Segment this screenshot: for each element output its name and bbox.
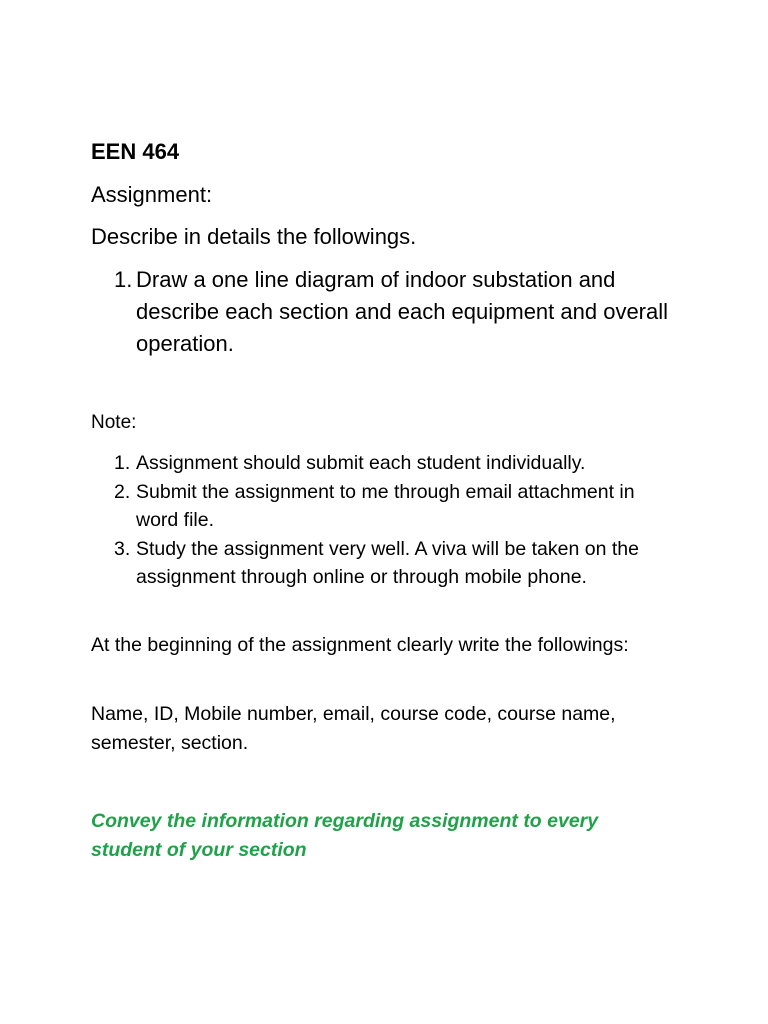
note-label: Note:	[91, 412, 137, 433]
task-text: Draw a one line diagram of indoor substation and describe each section and each equipment and overall operation.	[136, 267, 669, 356]
note-item	[91, 449, 681, 478]
task-item	[91, 264, 696, 360]
note-text: Study the assignment very well. A viva will be taken on the assignment through online or through mobile phone.	[136, 537, 639, 588]
note-number: 1.	[114, 452, 131, 474]
note-list	[91, 449, 681, 592]
note-number: 2.	[114, 480, 131, 503]
note-text: Submit the assignment to me through email attachment in word file.	[136, 480, 635, 531]
required-fields: Name, ID, Mobile number, email, course code, course name, semester, section.	[91, 703, 616, 754]
note-item	[91, 535, 681, 592]
assignment-label: Assignment:	[91, 182, 213, 207]
convey-message: Convey the information regarding assignment to every student of your section	[91, 810, 599, 861]
task-list	[91, 264, 696, 360]
instruction-text: Describe in details the followings.	[91, 224, 417, 249]
note-item	[91, 478, 681, 535]
task-number: 1.	[114, 267, 133, 292]
course-code-heading: EEN 464	[91, 139, 180, 164]
note-number: 3.	[114, 537, 131, 560]
beginning-instruction: At the beginning of the assignment clearly write the followings:	[91, 634, 629, 656]
note-text: Assignment should submit each student individually.	[136, 452, 586, 474]
